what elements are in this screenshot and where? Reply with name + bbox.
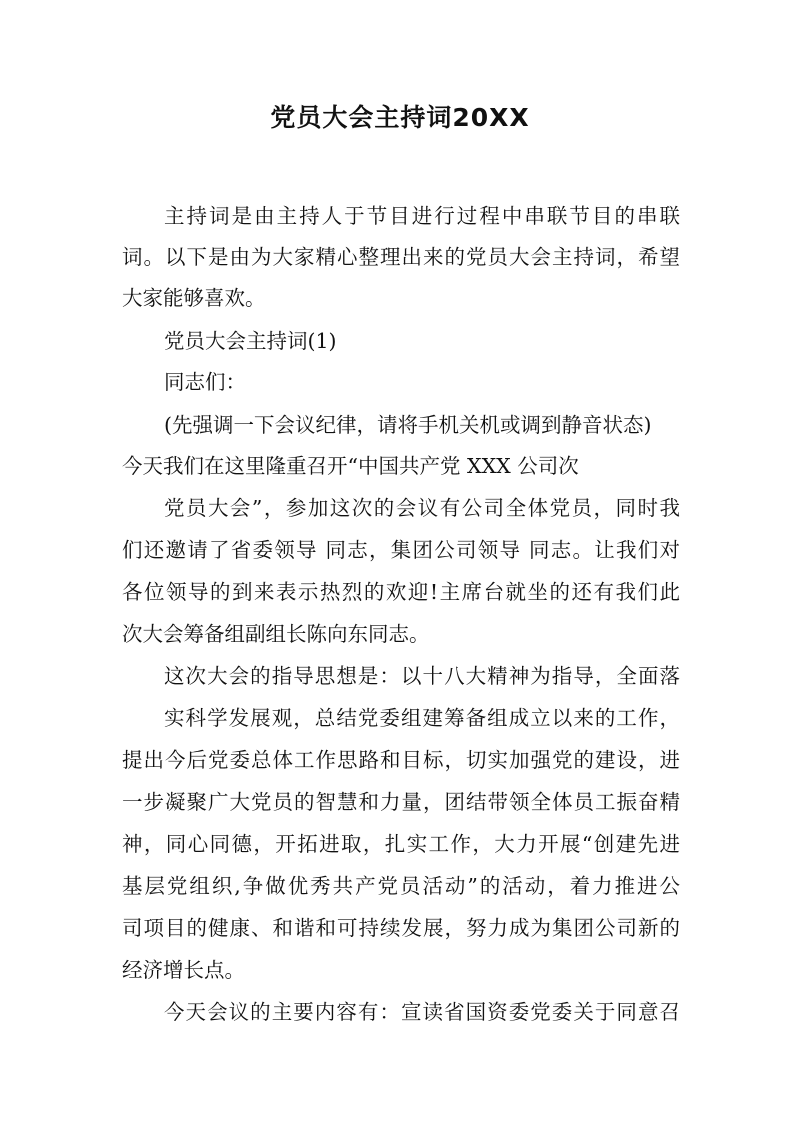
paragraph-line: 基层党组织,争做优秀共产党员活动”的活动，着力推进公 xyxy=(122,874,680,898)
paragraph-line: 次大会筹备组副组长陈向东同志。 xyxy=(122,622,430,646)
paragraph-line: 司项目的健康、和谐和可持续发展，努力成为集团公司新的 xyxy=(122,916,680,940)
paragraph-line: 今天我们在这里隆重召开“中国共产党 XXX 公司次 xyxy=(122,454,579,478)
paragraph-line: 这次大会的指导思想是：以十八大精神为指导，全面落 xyxy=(164,664,680,688)
paragraph-line: 大家能够喜欢。 xyxy=(122,286,266,310)
paragraph-line: 神，同心同德，开拓进取，扎实工作，大力开展“创建先进 xyxy=(122,832,680,856)
paragraph-line: 党员大会”，参加这次的会议有公司全体党员，同时我 xyxy=(164,496,680,520)
section-heading: 党员大会主持词(1) xyxy=(164,329,337,353)
paragraph-line: 主持词是由主持人于节目进行过程中串联节目的串联 xyxy=(164,204,680,228)
document-title: 党员大会主持词20XX xyxy=(270,103,530,132)
paragraph-line: 们还邀请了省委领导 同志，集团公司领导 同志。让我们对 xyxy=(122,538,680,562)
paragraph-line: 提出今后党委总体工作思路和目标，切实加强党的建设，进 xyxy=(122,748,680,772)
paragraph-line: 一步凝聚广大党员的智慧和力量，团结带领全体员工振奋精 xyxy=(122,790,680,814)
salutation: 同志们： xyxy=(164,370,246,394)
paragraph-line: 实科学发展观，总结党委组建筹备组成立以来的工作， xyxy=(164,706,680,730)
paragraph-line: (先强调一下会议纪律，请将手机关机或调到静音状态) xyxy=(164,413,652,437)
paragraph-line: 今天会议的主要内容有：宣读省国资委党委关于同意召 xyxy=(164,1000,680,1024)
paragraph-line: 各位领导的到来表示热烈的欢迎!主席台就坐的还有我们此 xyxy=(122,580,680,604)
paragraph-line: 经济增长点。 xyxy=(122,958,245,982)
paragraph-line: 词。以下是由为大家精心整理出来的党员大会主持词，希望 xyxy=(122,245,680,269)
